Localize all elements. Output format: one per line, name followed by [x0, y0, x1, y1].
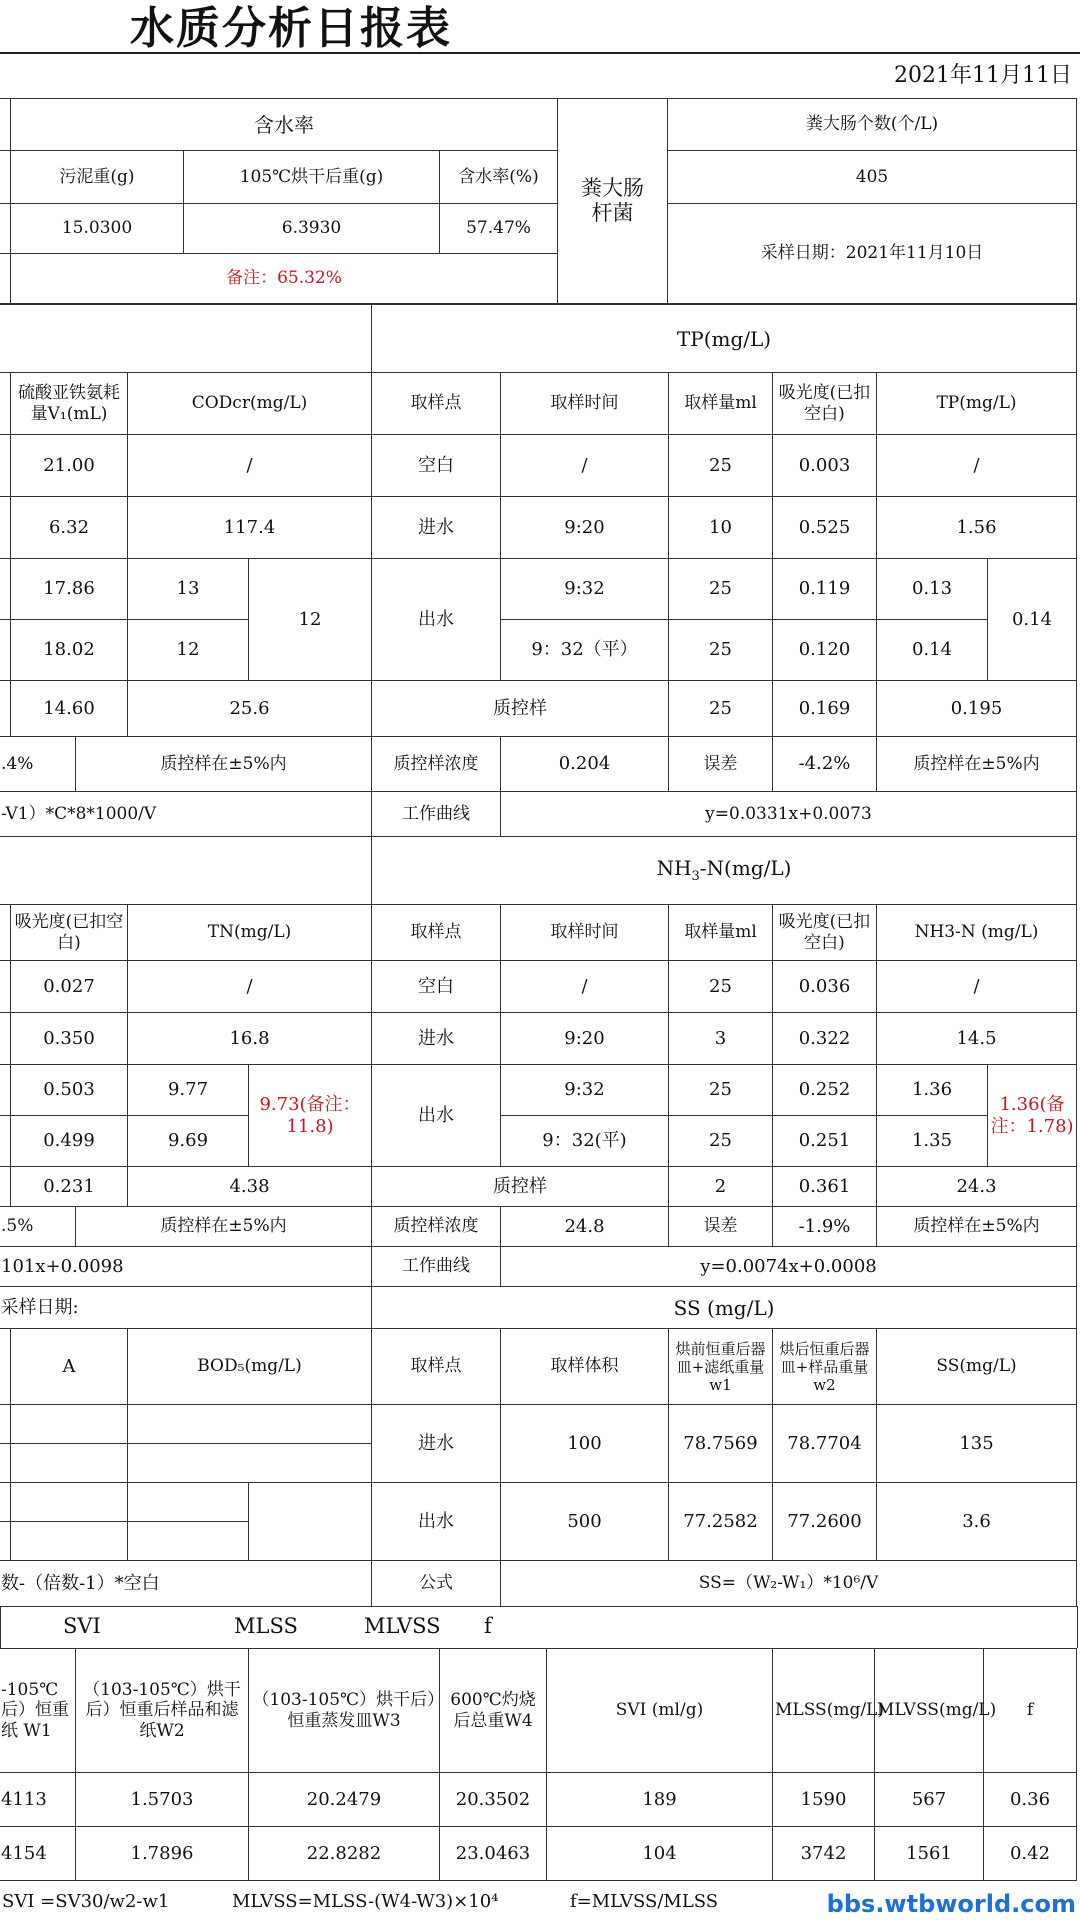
ss-w2-1: 77.2600 [773, 1483, 877, 1561]
nh3-val-1: 14.5 [877, 1013, 1077, 1065]
tp-abs-2: 0.119 [773, 559, 877, 620]
svi-w4-0: 20.3502 [440, 1773, 547, 1827]
bod-ss-table [0, 1286, 1077, 1607]
cod-v-4: 14.60 [11, 681, 128, 737]
cod-val-2: 13 [128, 559, 249, 620]
svi-svi-1: 104 [547, 1827, 773, 1881]
nh3-avg: 1.36(备注：1.78) [988, 1065, 1077, 1167]
nh3-col-abs: 吸光度(已扣空白) [773, 905, 877, 961]
cod-formula: -V1）*C*8*1000/V [0, 792, 372, 837]
nh3-vol-2: 25 [669, 1065, 773, 1116]
tp-abs-4: 0.169 [773, 681, 877, 737]
svi-w2-1: 1.7896 [76, 1827, 249, 1881]
tp-err: -4.2% [773, 737, 877, 792]
tp-header: TP(mg/L) [372, 305, 1077, 373]
nh3-curve: y=0.0074x+0.0008 [501, 1247, 1077, 1287]
tp-curve-label: 工作曲线 [372, 792, 501, 837]
tn-nh3-table [0, 836, 1077, 1287]
tn-abs-2: 0.503 [11, 1065, 128, 1116]
ss-col-point: 取样点 [372, 1329, 501, 1405]
col-sludge: 污泥重(g) [11, 151, 184, 203]
tp-vol-3: 25 [669, 620, 773, 681]
coliform-label: 粪大肠杆菌 [558, 99, 668, 304]
tn-abs-1: 0.350 [11, 1013, 128, 1065]
sludge-value: 15.0300 [11, 203, 184, 253]
cod-val-4: 25.6 [128, 681, 372, 737]
cod-val-3: 12 [128, 620, 249, 681]
tp-err-label: 误差 [669, 737, 773, 792]
nh3-time-3: 9：32(平) [501, 1116, 669, 1167]
nh3-col-vol: 取样量ml [669, 905, 773, 961]
svi-mlss-1: 3742 [773, 1827, 875, 1881]
nh3-abs-2: 0.252 [773, 1065, 877, 1116]
cod-v-0: 21.00 [11, 435, 128, 497]
svi-svi-0: 189 [547, 1773, 773, 1827]
tp-col-abs: 吸光度(已扣空白) [773, 373, 877, 435]
nh3-val-3: 1.35 [877, 1116, 988, 1167]
svi-w1-1: 4154 [0, 1827, 76, 1881]
nh3-col-point: 取样点 [372, 905, 501, 961]
nh3-curve-label: 工作曲线 [372, 1247, 501, 1287]
tn-abs-4: 0.231 [11, 1167, 128, 1207]
nh3-val-0: / [877, 961, 1077, 1013]
nh3-point-0: 空白 [372, 961, 501, 1013]
tp-time-1: 9:20 [501, 497, 669, 559]
tp-time-0: / [501, 435, 669, 497]
nh3-abs-3: 0.251 [773, 1116, 877, 1167]
moisture-coliform-table [0, 98, 1077, 304]
nh3-err-label: 误差 [669, 1207, 773, 1247]
tp-vol-1: 10 [669, 497, 773, 559]
tp-point-2: 出水 [372, 559, 501, 681]
mlvss-label: MLVSS [364, 1614, 441, 1638]
cod-qc-err: .4% [0, 737, 76, 792]
coliform-header: 粪大肠个数(个/L) [668, 99, 1077, 151]
col-ferrous: 硫酸亚铁氨耗量V₁(mL) [11, 373, 128, 435]
nh3-point-qc: 质控样 [372, 1167, 669, 1207]
cod-qc-text: 质控样在±5%内 [76, 737, 372, 792]
tn-col-abs: 吸光度(已扣空白) [11, 905, 128, 961]
tp-vol-2: 25 [669, 559, 773, 620]
tp-val-1: 1.56 [877, 497, 1077, 559]
moisture-note: 备注：65.32% [11, 253, 558, 303]
mlss-label: MLSS [234, 1614, 298, 1638]
dry-value: 6.3930 [184, 203, 440, 253]
nh3-vol-0: 25 [669, 961, 773, 1013]
tp-val-2: 0.13 [877, 559, 988, 620]
tn-val-0: / [128, 961, 372, 1013]
ss-w1-1: 77.2582 [669, 1483, 773, 1561]
tp-qc-label: 质控样浓度 [372, 737, 501, 792]
nh3-time-1: 9:20 [501, 1013, 669, 1065]
tp-qc-conc: 0.204 [501, 737, 669, 792]
svi-table [0, 1648, 1077, 1881]
nh3-abs-1: 0.322 [773, 1013, 877, 1065]
ss-val-0: 135 [877, 1405, 1077, 1483]
ss-w1-0: 78.7569 [669, 1405, 773, 1483]
svi-label: SVI [63, 1614, 101, 1638]
ss-col-val: SS(mg/L) [877, 1329, 1077, 1405]
svi-labels-row [0, 1606, 1078, 1648]
cod-avg: 12 [249, 559, 372, 681]
svi-f-0: 0.36 [984, 1773, 1077, 1827]
tp-abs-3: 0.120 [773, 620, 877, 681]
nh3-time-2: 9:32 [501, 1065, 669, 1116]
ss-point-1: 出水 [372, 1483, 501, 1561]
tp-curve: y=0.0331x+0.0073 [501, 792, 1077, 837]
tp-val-0: / [877, 435, 1077, 497]
tp-time-2: 9:32 [501, 559, 669, 620]
ss-col-vol: 取样体积 [501, 1329, 669, 1405]
tn-avg: 9.73(备注：11.8) [249, 1065, 372, 1167]
nh3-point-2: 出水 [372, 1065, 501, 1167]
f-label: f [484, 1614, 492, 1638]
tp-col-point: 取样点 [372, 373, 501, 435]
nh3-time-0: / [501, 961, 669, 1013]
svi-col-w3: （103-105℃）烘干后）恒重蒸发皿W3 [249, 1649, 440, 1773]
ss-val-1: 3.6 [877, 1483, 1077, 1561]
svi-col-f: f [984, 1649, 1077, 1773]
svi-w2-0: 1.5703 [76, 1773, 249, 1827]
nh3-header: $NH_3-N(mg/L)$ [372, 837, 1077, 905]
svi-col-svi: SVI (ml/g) [547, 1649, 773, 1773]
nh3-vol-4: 2 [669, 1167, 773, 1207]
ss-formula: SS=（W₂-W₁）*10⁶/V [501, 1561, 1077, 1607]
tn-col-val: TN(mg/L) [128, 905, 372, 961]
tn-val-4: 4.38 [128, 1167, 372, 1207]
tn-curve: 101x+0.0098 [0, 1247, 372, 1287]
ss-col-w1: 烘前恒重后器皿+滤纸重量w1 [669, 1329, 773, 1405]
svi-col-w4: 600℃灼烧后总重W4 [440, 1649, 547, 1773]
tp-val-3: 0.14 [877, 620, 988, 681]
svi-col-w1: -105℃后）恒重纸 W1 [0, 1649, 76, 1773]
svi-f-1: 0.42 [984, 1827, 1077, 1881]
bod-col-bod: BOD₅(mg/L) [128, 1329, 372, 1405]
tp-time-3: 9：32（平） [501, 620, 669, 681]
tn-abs-0: 0.027 [11, 961, 128, 1013]
moisture-header: 含水率 [11, 99, 558, 151]
tp-abs-1: 0.525 [773, 497, 877, 559]
nh3-point-1: 进水 [372, 1013, 501, 1065]
nh3-val-2: 1.36 [877, 1065, 988, 1116]
svi-w3-1: 22.8282 [249, 1827, 440, 1881]
col-dry: 105℃烘干后重(g) [184, 151, 440, 203]
tp-col-time: 取样时间 [501, 373, 669, 435]
coliform-value: 405 [668, 151, 1077, 203]
nh3-vol-3: 25 [669, 1116, 773, 1167]
tp-col-val: TP(mg/L) [877, 373, 1077, 435]
svi-col-w2: （103-105℃）烘干后）恒重后样品和滤纸W2 [76, 1649, 249, 1773]
cod-val-0: / [128, 435, 372, 497]
svi-col-mlss: MLSS(mg/L) [773, 1649, 875, 1773]
svi-w1-0: 4113 [0, 1773, 76, 1827]
nh3-col-val: NH3-N (mg/L) [877, 905, 1077, 961]
nh3-col-time: 取样时间 [501, 905, 669, 961]
cod-val-1: 117.4 [128, 497, 372, 559]
tn-val-3: 9.69 [128, 1116, 249, 1167]
page-title: 水质分析日报表 [130, 3, 452, 54]
tp-abs-0: 0.003 [773, 435, 877, 497]
bod-col-a: A [11, 1329, 128, 1405]
svi-mlss-0: 1590 [773, 1773, 875, 1827]
nh3-abs-0: 0.036 [773, 961, 877, 1013]
tp-vol-0: 25 [669, 435, 773, 497]
col-rate: 含水率(%) [440, 151, 558, 203]
coliform-sample-date: 采样日期：2021年11月10日 [668, 203, 1077, 304]
bod-sample-date: 采样日期: [0, 1287, 372, 1329]
nh3-vol-1: 3 [669, 1013, 773, 1065]
cod-v-3: 18.02 [11, 620, 128, 681]
tp-point-0: 空白 [372, 435, 501, 497]
formula-svi: SVI =SV30/w2-w1 [2, 1891, 170, 1912]
cod-v-1: 6.32 [11, 497, 128, 559]
nh3-qc-label: 质控样浓度 [372, 1207, 501, 1247]
ss-vol-0: 100 [501, 1405, 669, 1483]
cod-v-2: 17.86 [11, 559, 128, 620]
nh3-val-4: 24.3 [877, 1167, 1077, 1207]
svi-mlvss-1: 1561 [875, 1827, 984, 1881]
tn-abs-3: 0.499 [11, 1116, 128, 1167]
tn-val-2: 9.77 [128, 1065, 249, 1116]
svi-col-mlvss: MLVSS(mg/L) [875, 1649, 984, 1773]
tp-val-4: 0.195 [877, 681, 1077, 737]
svi-w4-1: 23.0463 [440, 1827, 547, 1881]
ss-point-0: 进水 [372, 1405, 501, 1483]
svi-w3-0: 20.2479 [249, 1773, 440, 1827]
nh3-abs-4: 0.361 [773, 1167, 877, 1207]
bod-formula: 数-（倍数-1）*空白 [0, 1561, 372, 1607]
svi-mlvss-0: 567 [875, 1773, 984, 1827]
nh3-qc-text: 质控样在±5%内 [877, 1207, 1077, 1247]
title-band [0, 0, 1080, 54]
ss-formula-label: 公式 [372, 1561, 501, 1607]
cod-tp-table [0, 304, 1077, 837]
ss-w2-0: 78.7704 [773, 1405, 877, 1483]
tp-qc-text: 质控样在±5%内 [877, 737, 1077, 792]
tp-avg: 0.14 [988, 559, 1077, 681]
nh3-qc-conc: 24.8 [501, 1207, 669, 1247]
watermark-text: bbs.wtbworld.com [826, 1890, 1076, 1918]
tn-qc-err: .5% [0, 1207, 76, 1247]
tp-point-1: 进水 [372, 497, 501, 559]
tp-col-vol: 取样量ml [669, 373, 773, 435]
report-date: 2021年11月11日 [894, 63, 1072, 88]
ss-vol-1: 500 [501, 1483, 669, 1561]
tn-val-1: 16.8 [128, 1013, 372, 1065]
tp-point-qc: 质控样 [372, 681, 669, 737]
formula-f: f=MLVSS/MLSS [570, 1891, 719, 1912]
ss-header: SS (mg/L) [372, 1287, 1077, 1329]
formula-mlvss: MLVSS=MLSS-(W4-W3)×10⁴ [232, 1891, 499, 1912]
col-cod: CODcr(mg/L) [128, 373, 372, 435]
rate-value: 57.47% [440, 203, 558, 253]
tp-vol-4: 25 [669, 681, 773, 737]
tn-qc-text: 质控样在±5%内 [76, 1207, 372, 1247]
nh3-err: -1.9% [773, 1207, 877, 1247]
ss-col-w2: 烘后恒重后器皿+样品重量w2 [773, 1329, 877, 1405]
